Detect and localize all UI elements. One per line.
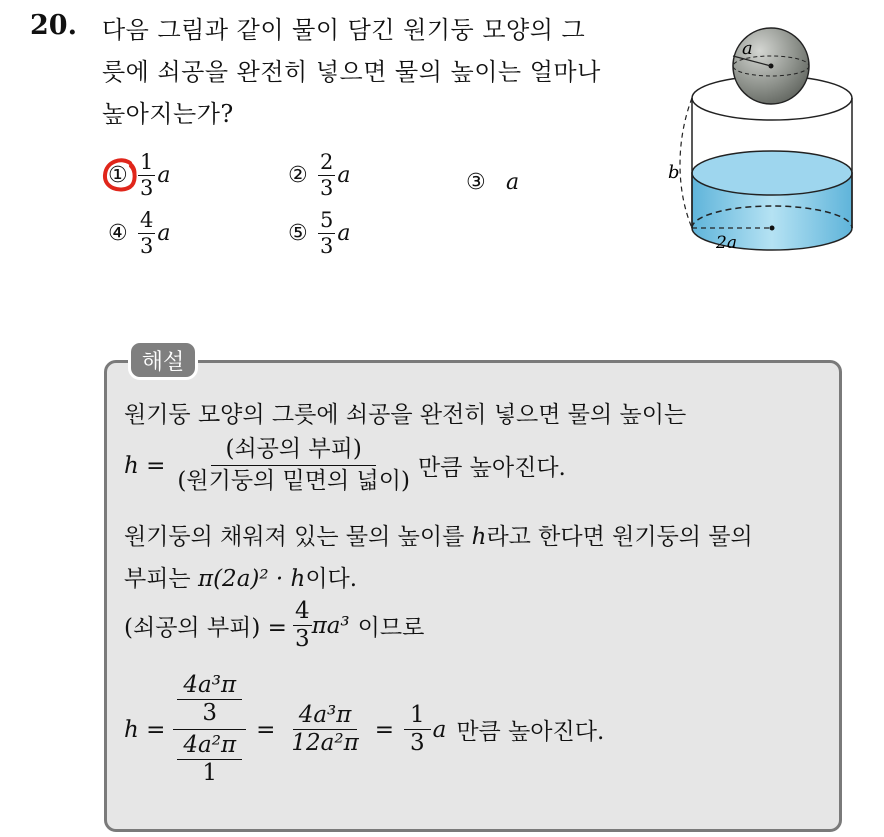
solution-line-3 (124, 518, 753, 551)
option-5-mark: ⑤ (288, 221, 308, 246)
line-4-post: 이다. (305, 566, 358, 592)
option-2-fraction (318, 152, 335, 199)
water-surface (692, 151, 852, 195)
option-1-numerator: 1 (140, 150, 154, 174)
height-label: b (668, 162, 680, 183)
line-5-post: 이므로 (357, 615, 425, 641)
option-1-denominator: 3 (140, 176, 154, 200)
inner-num-num: 4a³π (177, 674, 242, 700)
final-tail: 만큼 높아진다. (456, 719, 605, 745)
simplified-fraction (285, 704, 364, 755)
line-3-start: 원기둥의 채워져 있는 물의 높이를 (124, 524, 465, 550)
solution-line-2 (124, 438, 566, 493)
h-equals: h = (124, 452, 166, 479)
complex-numerator (173, 674, 246, 730)
four-thirds-num: 4 (294, 598, 310, 624)
inner-den-den: 1 (202, 760, 218, 786)
result-num: 1 (404, 704, 431, 730)
radius-label: 2a (716, 233, 737, 253)
solution-line-4 (124, 560, 357, 593)
solution-tag: 해설 (128, 340, 198, 380)
line-5-pre: (쇠공의 부피) = (124, 615, 287, 641)
ratio-denominator: (원기둥의 밑면의 넓이) (177, 468, 410, 494)
option-2-denominator: 3 (320, 176, 334, 200)
ratio-numerator: (쇠공의 부피) (211, 438, 375, 466)
answer-circle-mark (100, 155, 140, 195)
solution-line-1: 원기둥 모양의 그릇에 쇠공을 완전히 넣으면 물의 높이는 (124, 402, 687, 428)
question-number: 20. (30, 10, 77, 41)
question-line-2: 릇에 쇠공을 완전히 넣으면 물의 높이는 얼마나 (102, 58, 601, 86)
sphere-radius-label: a (742, 38, 753, 59)
cylinder-sphere-figure (660, 10, 860, 270)
option-1-mark: ① (108, 163, 128, 188)
line-5-math: πa³ (311, 612, 350, 639)
line-3-end: 라고 한다면 원기둥의 물의 (486, 524, 753, 550)
option-2[interactable] (288, 152, 351, 199)
option-4[interactable] (108, 210, 171, 257)
option-5-variable: a (337, 221, 351, 246)
option-5-numerator: 5 (320, 208, 334, 232)
option-4-denominator: 3 (140, 234, 154, 258)
option-4-numerator: 4 (140, 208, 154, 232)
result-den: 3 (409, 730, 425, 756)
inner-den-num: 4a²π (177, 734, 242, 760)
solution-final-equation (124, 674, 604, 785)
question-line-1: 다음 그림과 같이 물이 담긴 원기둥 모양의 그 (102, 16, 586, 44)
option-3-mark: ③ (466, 170, 486, 195)
option-4-mark: ④ (108, 221, 128, 246)
simplified-num: 4a³π (293, 704, 358, 730)
equals-1: = (256, 716, 276, 743)
four-thirds-den: 3 (294, 626, 310, 652)
option-1-variable: a (157, 163, 171, 188)
inner-num-den: 3 (202, 700, 218, 726)
solution-line-2-tail: 만큼 높아진다. (417, 455, 566, 481)
option-4-variable: a (157, 221, 171, 246)
option-3-variable: a (506, 170, 520, 195)
result-var: a (432, 716, 447, 743)
option-1-fraction (138, 152, 155, 199)
line-4-math: π(2a)² · h (197, 566, 306, 592)
option-5[interactable] (288, 210, 351, 257)
four-thirds-fraction (293, 600, 312, 651)
complex-fraction (173, 674, 246, 785)
final-h-equals: h = (124, 716, 166, 743)
option-2-variable: a (337, 163, 351, 188)
simplified-den: 12a²π (291, 730, 359, 756)
volume-ratio-fraction (173, 438, 414, 493)
option-5-denominator: 3 (320, 234, 334, 258)
option-2-mark: ② (288, 163, 308, 188)
solution-line-5 (124, 600, 424, 651)
option-4-fraction (138, 210, 155, 257)
complex-denominator (173, 730, 246, 785)
question-line-3: 높아지는가? (102, 100, 234, 128)
option-2-numerator: 2 (320, 150, 334, 174)
equals-2: = (374, 716, 394, 743)
line-3-var: h (471, 524, 487, 550)
option-5-fraction (318, 210, 335, 257)
line-4-pre: 부피는 (124, 566, 191, 592)
option-3[interactable] (466, 170, 519, 195)
result-fraction (404, 704, 431, 755)
